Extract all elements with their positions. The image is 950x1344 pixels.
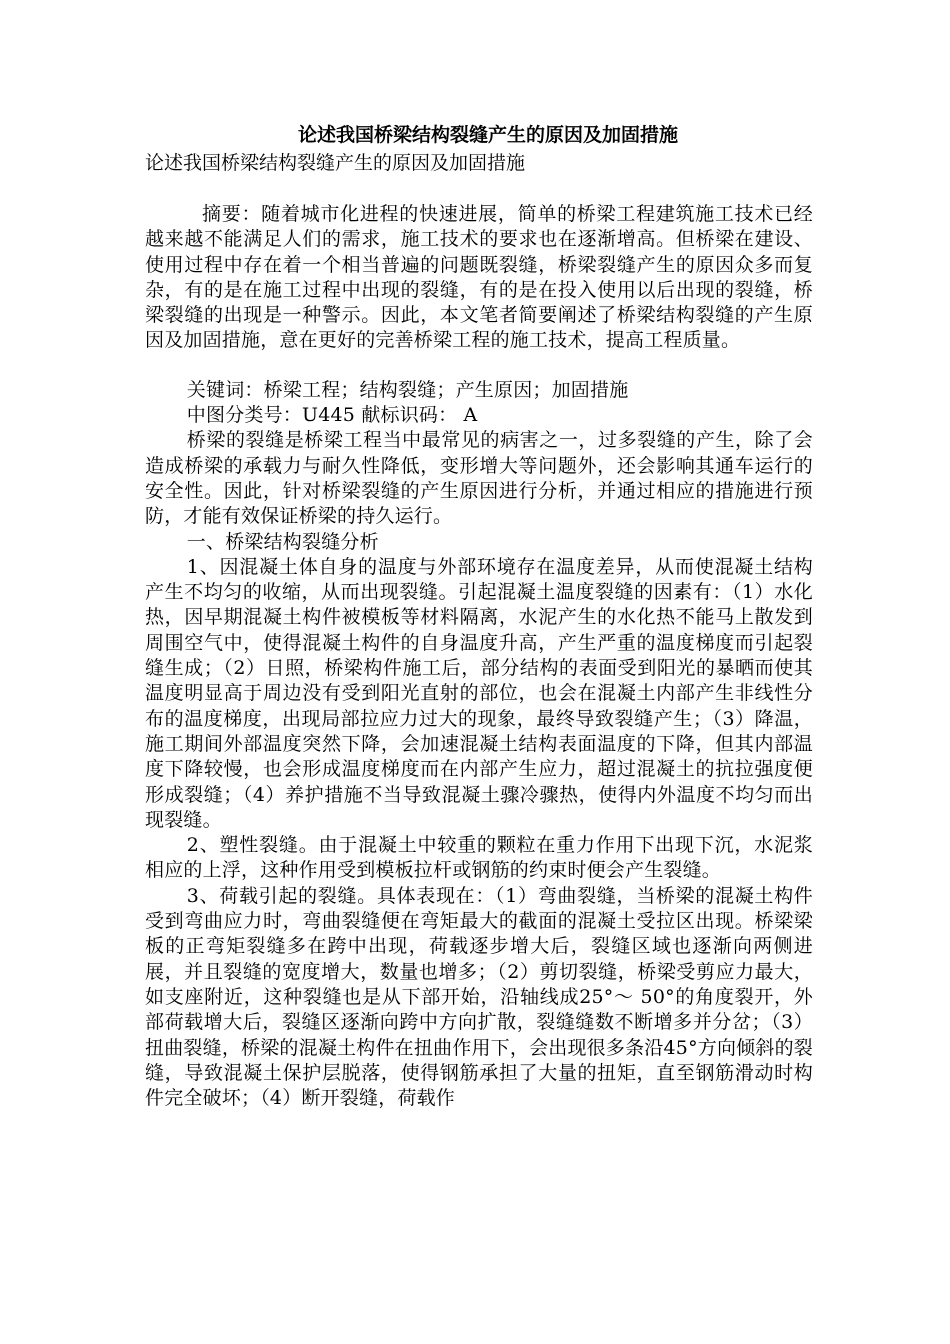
classification-line: 中图分类号：U445 献标识码： A (186, 404, 478, 427)
intro-paragraph: 桥梁的裂缝是桥梁工程当中最常见的病害之一，过多裂缝的产生，除了会造成桥梁的承载力与耐久性降低，变形增大等问题外，还会影响其通车运行的安全性。因此，针对桥梁裂缝的产生原因进行分析，并通过相应的措施进行预防，才能有效保证桥梁的持久运行。 (145, 429, 813, 528)
body-paragraph-1: 1、因混凝土体自身的温度与外部环境存在温度差异，从而使混凝土结构产生不均匀的收缩，从而出现裂缝。引起混凝土温度裂缝的因素有：（1）水化热，因早期混凝土构件被模板等材料隔离，水泥产生的水化热不能马上散发到周围空气中，使得混凝土构件的自身温度升高，产生严重的温度梯度而引起裂缝生成；（2）日照，桥梁构件施工后，部分结构的表面受到阳光的暴晒而使其温度明显高于周边没有受到阳光直射的部位，也会在混凝土内部产生非线性分布的温度梯度，出现局部拉应力过大的现象，最终导致裂缝产生；（3）降温，施工期间外部温度突然下降，会加速混凝土结构表面温度的下降，但其内部温度下降较慢，也会形成温度梯度而在内部产生应力，超过混凝土的抗拉强度便形成裂缝；（4）养护措施不当导致混凝土骤冷骤热，使得内外温度不均匀而出现裂缝。 (145, 555, 813, 831)
document-title: 论述我国桥梁结构裂缝产生的原因及加固措施 (297, 124, 678, 146)
section-heading: 一、桥梁结构裂缝分析 (186, 530, 379, 553)
document-page (145, 122, 813, 1111)
document-subtitle: 论述我国桥梁结构裂缝产生的原因及加固措施 (145, 152, 526, 174)
body-paragraph-3: 3、荷载引起的裂缝。具体表现在：（1）弯曲裂缝，当桥梁的混凝土构件受到弯曲应力时，弯曲裂缝便在弯矩最大的截面的混凝土受拉区出现。桥梁梁板的正弯矩裂缝多在跨中出现，荷载逐步增大后，裂缝区域也逐渐向两侧进展，并且裂缝的宽度增大，数量也增多；（2）剪切裂缝，桥梁受剪应力最大，如支座附近，这种裂缝也是从下部开始，沿轴线成25°～ 50°的角度裂开，外部荷载增大后，裂缝区逐渐向跨中方向扩散，裂缝缝数不断增多并分岔；（3）扭曲裂缝，桥梁的混凝土构件在扭曲作用下，会出现很多条沿45°方向倾斜的裂缝，导致混凝土保护层脱落，使得钢筋承担了大量的扭矩，直至钢筋滑动时构件完全破坏；（4）断开裂缝，荷载作 (145, 884, 813, 1110)
keywords-line: 关键词：桥梁工程；结构裂缝；产生原因；加固措施 (186, 378, 629, 401)
abstract-paragraph: 摘要：随着城市化进程的快速进展，简单的桥梁工程建筑施工技术已经越来越不能满足人们的需求，施工技术的要求也在逐渐增高。但桥梁在建设、使用过程中存在着一个相当普遍的问题既裂缝，桥梁裂缝产生的原因众多而复杂，有的是在施工过程中出现的裂缝，有的是在投入使用以后出现的裂缝，桥梁裂缝的出现是一种警示。因此，本文笔者简要阐述了桥梁结构裂缝的产生原因及加固措施，意在更好的完善桥梁工程的施工技术，提高工程质量。 (145, 203, 813, 352)
body-paragraph-2: 2、塑性裂缝。由于混凝土中较重的颗粒在重力作用下出现下沉，水泥浆相应的上浮，这种作用受到模板拉杆或钢筋的约束时便会产生裂缝。 (145, 834, 813, 882)
